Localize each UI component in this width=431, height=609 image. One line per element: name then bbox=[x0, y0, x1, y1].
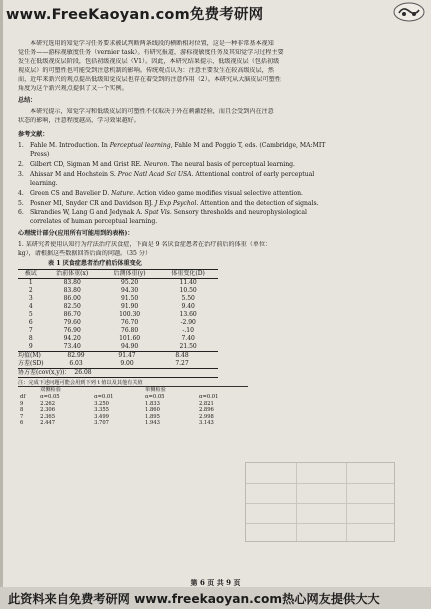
crit-cell: 3.355 bbox=[94, 407, 109, 414]
text-line: 本研究选用的知觉学习任务要求被试判断两条线段的横断相对位置，这是一种非常基本视知 bbox=[30, 40, 274, 47]
table-row bbox=[18, 311, 218, 319]
table-header-row bbox=[18, 269, 218, 278]
table-cell: -.10 bbox=[182, 326, 194, 334]
text-line: 觉任务——游标视敏度任务（vernier task）。有研究报道，游标视敏度任务及其知觉学习过程主要 bbox=[18, 48, 284, 56]
show-through-grid bbox=[245, 462, 395, 542]
bottom-watermark: 此资料来自免费考研网 www.freekaoyan.com热心网友提供大大 bbox=[8, 592, 380, 606]
crit-cell: 2.447 bbox=[40, 420, 55, 427]
crit-cell: 1.895 bbox=[145, 413, 160, 420]
crit-cell: 1.943 bbox=[145, 420, 160, 427]
reference-list bbox=[18, 142, 416, 227]
table-cell: 9 bbox=[18, 343, 43, 352]
crit-row bbox=[18, 407, 248, 414]
table-cell: 8 bbox=[28, 334, 33, 342]
table-row bbox=[18, 319, 218, 327]
document-body bbox=[18, 40, 416, 427]
summary-paragraph bbox=[18, 108, 416, 126]
text-line: 而，近年来新兴的观点提出低级知觉皮层也存在着受到的注意作用（2）。本研究从大脑皮层可塑性 bbox=[18, 75, 281, 83]
reference-item: 6. Skrandies W, Lang G and Jedynak A. Spat Vis. Sensory thresholds and neurophysiological correlates of human perceptual learning. bbox=[18, 209, 308, 226]
table-row bbox=[18, 343, 218, 352]
page-number: 第 6 页 共 9 页 bbox=[190, 578, 241, 587]
question-text bbox=[18, 241, 416, 259]
summary-stats bbox=[18, 352, 218, 378]
reference-item: 1. Fahle M. Introduction. In Perceptual learning, Fahle M and Poggio T, eds. (Cambridge, MA:MIT Press) bbox=[18, 142, 326, 158]
crit-cell: 1.860 bbox=[145, 407, 160, 414]
table-cell: 94.20 bbox=[63, 334, 81, 342]
table-cell: 7 bbox=[28, 326, 33, 334]
sd-row bbox=[18, 360, 218, 368]
table-cell: 2 bbox=[28, 286, 33, 294]
crit-cell: 2.896 bbox=[198, 407, 214, 414]
crit-cell: 1.833 bbox=[145, 400, 160, 407]
table-cell: 21.50 bbox=[158, 343, 218, 352]
cell: 8.48 bbox=[175, 351, 189, 359]
cell: 9.00 bbox=[120, 359, 134, 367]
cell: 7.27 bbox=[175, 359, 189, 367]
top-banner bbox=[0, 0, 431, 24]
reference-item: 5. Posner MI, Snyder CR and Davidson BJ. J Exp Psychol. Attention and the detection of signals. bbox=[18, 199, 319, 207]
text-line: 角度为这个新兴观点提供了又一个实例。 bbox=[18, 84, 128, 92]
table-row bbox=[18, 278, 218, 287]
table-cell: 83.80 bbox=[63, 278, 81, 286]
table-cell: 91.90 bbox=[121, 302, 139, 310]
table-cell: 101.60 bbox=[119, 334, 141, 342]
table-cell: 82.50 bbox=[63, 302, 81, 310]
table-row bbox=[18, 295, 218, 303]
table-cell: 6 bbox=[28, 318, 33, 326]
crit-cell: 7 bbox=[20, 413, 24, 420]
crit-alpha-row: df α=0.05 α=0.01 α=0.05 α=0.01 bbox=[20, 394, 219, 401]
cell: 91.47 bbox=[118, 351, 136, 359]
table-cell: 3 bbox=[28, 294, 33, 302]
crit-cell: 2.998 bbox=[198, 413, 214, 420]
table-cell: 5 bbox=[28, 310, 33, 318]
table-cell: 76.80 bbox=[121, 326, 139, 334]
table-cell: 11.40 bbox=[179, 278, 197, 286]
crit-cell: 8 bbox=[20, 407, 24, 414]
crit-row bbox=[18, 420, 248, 427]
table-cell: 79.60 bbox=[63, 318, 81, 326]
t-critical-table bbox=[18, 386, 248, 427]
cell: 6.03 bbox=[69, 359, 83, 367]
crit-cell: 6 bbox=[20, 420, 24, 427]
text-line: 状态的影响，注意程度越高，学习效果越好。 bbox=[18, 117, 140, 125]
crit-cell: 2.306 bbox=[40, 407, 55, 414]
weight-table bbox=[18, 269, 218, 352]
critical-values bbox=[18, 380, 248, 427]
site-watermark: www.FreeKaoyan.com免费考研网 bbox=[6, 7, 264, 23]
section-heading: 心理统计部分(应用所有可能用到的表格)： bbox=[18, 230, 134, 238]
row-label: 协方差(cov(x,y))： bbox=[18, 368, 71, 376]
text-line: 本研究提示，知觉学习和低级皮层的可塑性不仅取决于外在刺激经验，而且会受到内在注意 bbox=[30, 108, 274, 116]
crit-group-row: 双侧检验 单侧检验 bbox=[18, 387, 248, 394]
crit-cell: 3.143 bbox=[198, 420, 214, 427]
table-cell: -2.90 bbox=[180, 318, 196, 326]
table-cell: 86.00 bbox=[63, 294, 81, 302]
text-line: 发生在低级视皮层阶段，包括初级视皮层（V1）。因此，本研究结果提示，低级视皮层（包括初级 bbox=[18, 57, 280, 65]
table-cell: 94.90 bbox=[101, 343, 158, 352]
row-label: 方差(SD) bbox=[18, 359, 44, 367]
crit-body bbox=[18, 401, 248, 427]
table-cell: 5.50 bbox=[181, 294, 195, 302]
scan-edge bbox=[0, 0, 3, 609]
crit-cell: 2.262 bbox=[40, 400, 55, 407]
site-logo-icon bbox=[393, 2, 425, 22]
crit-cell: 2.821 bbox=[198, 400, 214, 407]
table-cell: 73.40 bbox=[43, 343, 100, 352]
text-line: 1. 某研究者使用认知行为疗法治疗厌食症，下面是 9 名厌食症患者在治疗前后的体重（单位： bbox=[18, 241, 272, 249]
table-cell: 76.90 bbox=[63, 326, 81, 334]
bottom-banner bbox=[0, 587, 431, 609]
reference-item: 4. Green CS and Bavelier D. Nature. Action video game modifies visual selective attention. bbox=[18, 189, 303, 197]
column-header: 被试 bbox=[18, 269, 43, 278]
table-row bbox=[18, 303, 218, 311]
table-cell: 9.40 bbox=[181, 302, 195, 310]
table-cell: 83.80 bbox=[63, 286, 81, 294]
table-cell: 94.30 bbox=[121, 286, 139, 294]
table-cell: 7.40 bbox=[181, 334, 195, 342]
crit-cell: 9 bbox=[20, 400, 24, 407]
discussion-paragraph bbox=[18, 40, 416, 93]
column-header: 体重变化(D) bbox=[158, 269, 218, 278]
reference-item: 2. Gilbert CD, Sigman M and Grist RE. Neuron. The neural basis of perceptual learning. bbox=[18, 160, 295, 168]
table-cell: 76.70 bbox=[121, 318, 139, 326]
column-header: 治前体重(x) bbox=[43, 269, 100, 278]
table-cell: 10.50 bbox=[179, 286, 197, 294]
crit-cell: 3.250 bbox=[94, 400, 109, 407]
table-body bbox=[18, 278, 218, 351]
table-cell: 95.20 bbox=[121, 278, 139, 286]
crit-note: 注：完成下述问题可能会用到下列 t 值以及其他有关值 bbox=[18, 379, 143, 386]
summary-heading: 总结： bbox=[18, 97, 37, 105]
cell: 26.08 bbox=[74, 368, 92, 376]
table-row bbox=[18, 287, 218, 295]
table-cell: 91.50 bbox=[121, 294, 139, 302]
crit-row bbox=[18, 401, 248, 408]
crit-cell: 3.707 bbox=[94, 420, 109, 427]
cell: 82.99 bbox=[67, 351, 85, 359]
crit-cell: 2.365 bbox=[40, 413, 55, 420]
table-cell: 4 bbox=[28, 302, 33, 310]
table-cell: 86.70 bbox=[63, 310, 81, 318]
table-row bbox=[18, 335, 218, 343]
crit-row bbox=[18, 414, 248, 421]
mean-row bbox=[18, 352, 218, 360]
reference-item: 3. Ahissar M and Hochstein S. Proc Natl Acad Sci USA. Attentional control of early perceptual learning. bbox=[18, 170, 315, 187]
column-header: 后测体重(y) bbox=[101, 269, 158, 278]
table-cell: 1 bbox=[28, 278, 33, 286]
crit-cell: 3.499 bbox=[94, 413, 109, 420]
table-title: 表 1 厌食症患者治疗前后体重变化 bbox=[48, 259, 142, 267]
cov-row bbox=[18, 368, 218, 378]
text-line: 视皮层）的可塑性也可能受到注意机制的影响。传统观点认为：注意主要发生在较高级皮层，然 bbox=[18, 66, 274, 74]
table-cell: 13.60 bbox=[179, 310, 197, 318]
row-label: 均值(M) bbox=[18, 351, 41, 359]
references-heading: 参考文献： bbox=[18, 131, 49, 139]
table-cell: 100.30 bbox=[119, 310, 141, 318]
text-line: kg），请根据这些数据回答后面的问题。（35 分） bbox=[18, 250, 152, 258]
table-row bbox=[18, 327, 218, 335]
